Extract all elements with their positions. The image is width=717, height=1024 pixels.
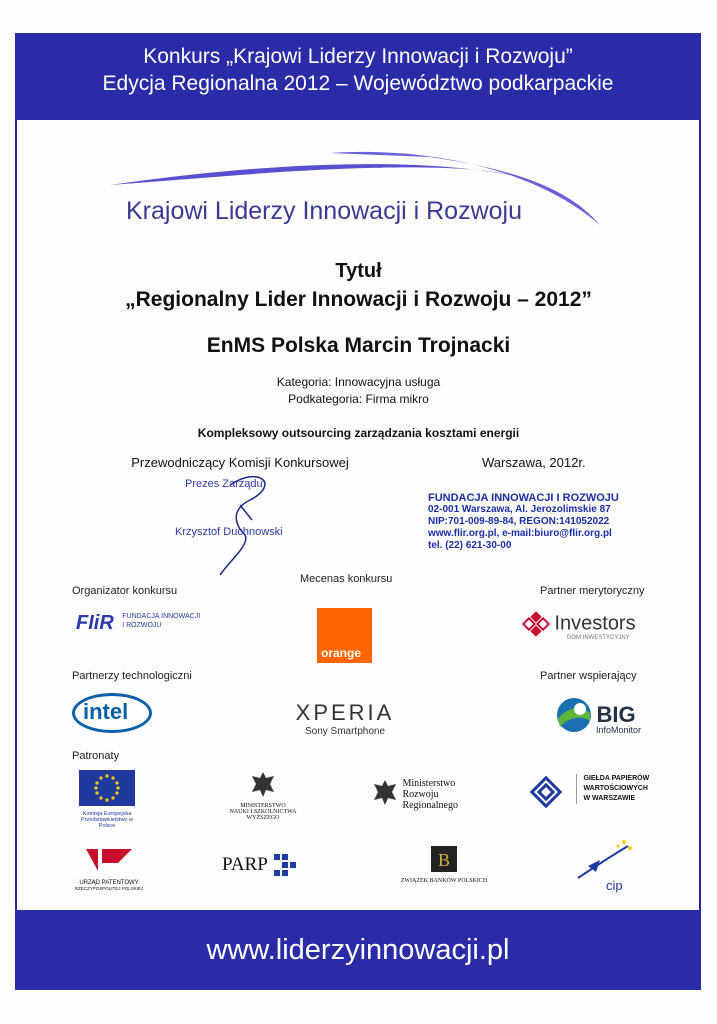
investors-mark-icon bbox=[522, 610, 550, 638]
eu-flag-icon bbox=[79, 770, 135, 806]
mnisw-line3: WYŻSZEGO bbox=[246, 815, 280, 821]
zbp-mark-icon bbox=[430, 845, 458, 873]
ec-logo bbox=[78, 770, 136, 829]
gpw-line2: WARTOŚCIOWYCH bbox=[583, 785, 648, 792]
header-band bbox=[15, 33, 701, 120]
flir-sub2: I ROZWOJU bbox=[122, 622, 162, 629]
orange-text: orange bbox=[321, 646, 362, 660]
svg-text:B: B bbox=[437, 850, 451, 870]
stamp-web: www.flir.org.pl, e-mail:biuro@flir.org.pl bbox=[428, 528, 612, 539]
award-title: „Regionalny Lider Innowacji i Rozwoju – 2012” bbox=[125, 288, 592, 311]
mrr-line2: Rozwoju bbox=[402, 789, 439, 800]
parp-mark-icon bbox=[272, 852, 298, 878]
footer-url[interactable]: www.liderzyinnowacji.pl bbox=[206, 934, 510, 966]
intel-logo bbox=[72, 693, 152, 733]
stamp-org: FUNDACJA INNOWACJI I ROZWOJU bbox=[428, 492, 619, 504]
mnisw-line1: MINISTERSTWO bbox=[240, 803, 286, 809]
signer-role: Prezes Zarządu bbox=[185, 478, 263, 490]
title-label: Tytuł bbox=[335, 260, 382, 282]
uprp-logo bbox=[74, 845, 144, 891]
big-sub: InfoMonitor bbox=[596, 725, 642, 735]
mrr-line1: Ministerstwo bbox=[402, 778, 456, 789]
xperia-logo bbox=[290, 700, 400, 737]
patronage-label: Patronaty bbox=[72, 750, 120, 762]
cip-logo bbox=[568, 838, 638, 893]
company-name: EnMS Polska Marcin Trojnacki bbox=[206, 334, 511, 357]
brand-title: Krajowi Liderzy Innowacji i Rozwoju bbox=[126, 197, 522, 225]
stamp-ids: NIP:701-009-89-84, REGON:141052022 bbox=[428, 516, 610, 527]
mrr-logo bbox=[372, 778, 458, 813]
intel-text: intel bbox=[83, 699, 129, 724]
stamp-tel: tel. (22) 621-30-00 bbox=[428, 540, 512, 551]
investors-sub: DOM INWESTYCYJNY bbox=[567, 635, 630, 641]
big-globe-icon bbox=[556, 697, 592, 733]
orange-logo bbox=[317, 608, 372, 663]
parp-logo bbox=[222, 852, 298, 878]
mrr-line3: Regionalnego bbox=[402, 800, 458, 811]
gpw-line3: W WARSZAWIE bbox=[583, 795, 636, 802]
support-partner-label: Partner wspierający bbox=[540, 670, 637, 682]
signature-icon bbox=[190, 465, 300, 585]
signer-name: Krzysztof Duchnowski bbox=[175, 526, 283, 538]
foundation-stamp bbox=[428, 492, 619, 552]
gpw-line1: GIEŁDA PAPIERÓW bbox=[583, 775, 650, 782]
ec-line2: Przedstawicielstwo w Polsce bbox=[81, 817, 133, 829]
cip-mark-icon bbox=[568, 838, 638, 888]
investors-logo bbox=[522, 610, 636, 641]
gpw-mark-icon bbox=[528, 774, 564, 810]
stamp-address: 02-001 Warszawa, Al. Jerozolimskie 87 bbox=[428, 504, 611, 515]
cip-text: cip bbox=[606, 878, 623, 893]
tech-partners-label: Partnerzy technologiczni bbox=[72, 670, 192, 682]
uprp-line1: URZĄD PATENTOWY bbox=[79, 880, 139, 886]
flir-name: FIiR bbox=[76, 612, 114, 634]
subcategory: Podkategoria: Firma mikro bbox=[288, 392, 429, 406]
place-date: Warszawa, 2012r. bbox=[482, 455, 586, 470]
footer-band bbox=[15, 910, 701, 990]
big-logo bbox=[556, 697, 642, 735]
patron-label: Mecenas konkursu bbox=[300, 573, 393, 585]
xperia-text: XPERIA bbox=[295, 700, 395, 725]
xperia-sub: Sony Smartphone bbox=[304, 726, 386, 737]
zbp-text: ZWIĄZEK BANKÓW POLSKICH bbox=[400, 878, 488, 884]
zbp-logo bbox=[396, 845, 492, 884]
mnisw-logo bbox=[228, 770, 298, 821]
flir-logo bbox=[76, 612, 200, 635]
category: Kategoria: Innowacyjna usługa bbox=[276, 375, 441, 389]
uprp-line2: RZECZYPOSPOLITEJ POLSKIEJ bbox=[74, 886, 144, 891]
flir-sub1: FUNDACJA INNOWACJI bbox=[122, 613, 201, 620]
project-title: Kompleksowy outsourcing zarządzania kosztami energii bbox=[197, 426, 520, 440]
gpw-logo bbox=[528, 774, 649, 810]
mnisw-line2: NAUKI I SZKOLNICTWA bbox=[229, 809, 297, 815]
uprp-mark-icon bbox=[84, 845, 134, 875]
organizer-label: Organizator konkursu bbox=[72, 585, 178, 597]
header-line-1: Konkurs „Krajowi Liderzy Innowacji i Rozwoju” bbox=[143, 45, 573, 68]
chair-title: Przewodniczący Komisji Konkursowej bbox=[131, 455, 349, 470]
eagle-emblem-icon bbox=[372, 778, 398, 806]
parp-text: PARP bbox=[222, 854, 268, 875]
header-line-2: Edycja Regionalna 2012 – Województwo podkarpackie bbox=[102, 72, 614, 95]
eagle-emblem-icon bbox=[250, 770, 276, 798]
ec-line1: Komisja Europejska bbox=[82, 811, 132, 817]
big-text: BIG bbox=[596, 702, 636, 727]
investors-name: Investors bbox=[554, 612, 636, 635]
content-partner-label: Partner merytoryczny bbox=[540, 585, 645, 597]
